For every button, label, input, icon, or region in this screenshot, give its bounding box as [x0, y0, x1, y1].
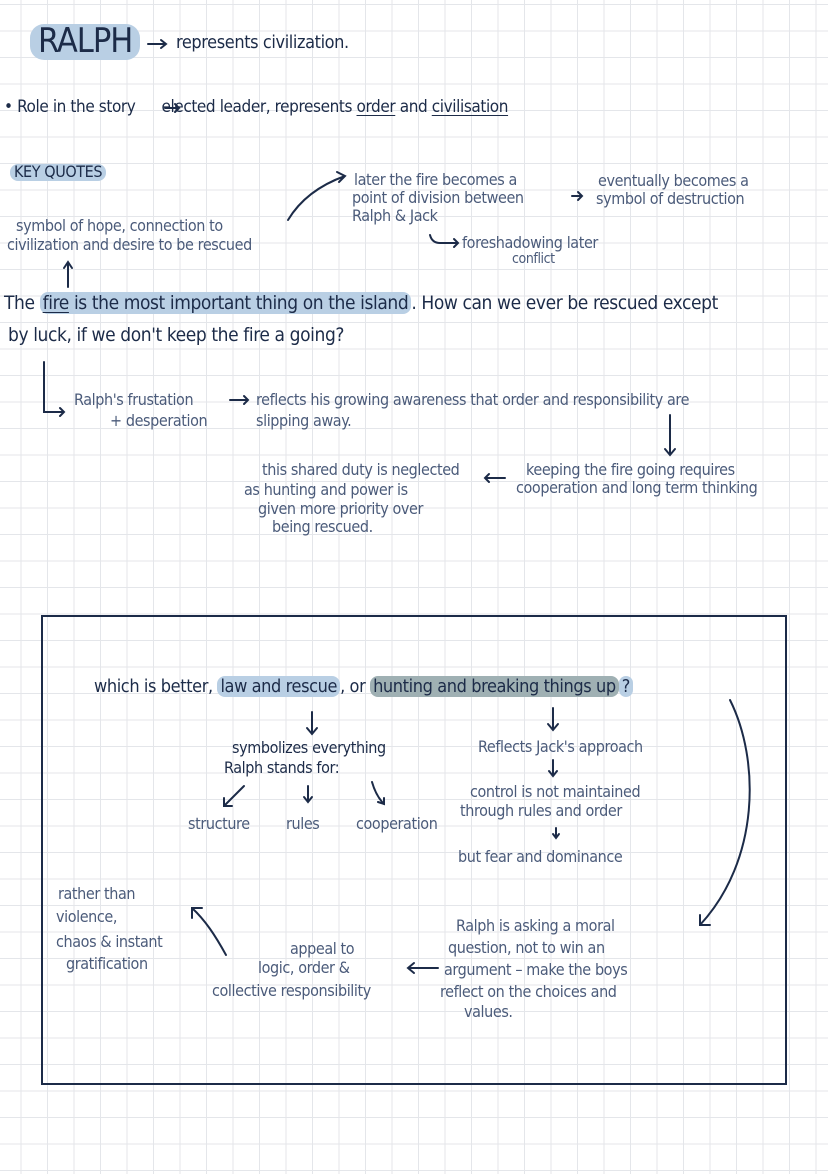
up-arrow-icon — [64, 262, 72, 287]
down-arrow-icon — [307, 712, 317, 734]
hook-arrow-icon — [44, 362, 64, 416]
moral-5: values. — [464, 1002, 513, 1021]
neglected-1: this shared duty is neglected — [262, 460, 460, 479]
frustration-1: Ralph's frustation — [74, 390, 194, 409]
curved-arrow-icon — [288, 172, 345, 220]
down-left-arrow-icon — [224, 786, 244, 806]
left-arrow-icon — [408, 963, 438, 973]
role-line: • Role in the story elected leader, represents order and civilisation — [4, 97, 509, 117]
rather-4: gratification — [66, 954, 148, 973]
jack-4: but fear and dominance — [458, 847, 623, 866]
symbol-note-2: civilization and desire to be rescued — [7, 235, 252, 254]
symbolizes-2: Ralph stands for: — [224, 758, 340, 777]
reflects-2: slipping away. — [256, 411, 352, 430]
eventually-note-2: symbol of destruction — [596, 189, 745, 208]
appeal-1: appeal to — [290, 939, 355, 958]
key-quotes-heading: KEY QUOTES — [10, 164, 106, 181]
jack-2: control is not maintained — [470, 782, 641, 801]
neglected-3: given more priority over — [258, 499, 424, 518]
appeal-3: collective responsibility — [212, 981, 371, 1000]
neglected-4: being rescued. — [272, 517, 373, 536]
down-arrow-icon — [548, 708, 558, 730]
jack-3: through rules and order — [460, 801, 622, 820]
eventually-note-1: eventually becomes a — [598, 171, 749, 190]
later-note-1: later the fire becomes a — [354, 170, 517, 189]
symbolizes-1: symbolizes everything — [232, 738, 386, 757]
symbol-note-1: symbol of hope, connection to — [16, 216, 223, 235]
moral-4: reflect on the choices and — [440, 982, 617, 1001]
moral-1: Ralph is asking a moral — [456, 916, 615, 935]
keeping-2: cooperation and long term thinking — [516, 478, 758, 497]
frustration-2: + desperation — [110, 411, 208, 430]
keeping-1: keeping the fire going requires — [526, 460, 735, 479]
up-left-arrow-icon — [192, 908, 226, 955]
later-note-2: point of division between — [352, 188, 524, 207]
foreshadow-note-2: conflict — [512, 251, 555, 267]
moral-3: argument – make the boys — [444, 960, 628, 979]
foreshadow-note-1: foreshadowing later — [462, 233, 598, 252]
arrow-icon — [572, 192, 582, 200]
quote-line-2: by luck, if we don't keep the fire a going? — [8, 324, 345, 346]
later-note-3: Ralph & Jack — [352, 206, 438, 225]
title-subtitle: represents civilization. — [176, 32, 349, 53]
hook-arrow-icon — [430, 235, 458, 247]
reflects-1: reflects his growing awareness that order and responsibility are — [256, 390, 690, 409]
arrow-icon — [148, 40, 166, 48]
rather-2: violence, — [56, 907, 118, 926]
curved-arrow-icon — [700, 700, 750, 925]
item-cooperation: cooperation — [356, 814, 438, 833]
rather-3: chaos & instant — [56, 932, 163, 951]
left-arrow-icon — [485, 474, 505, 482]
neglected-2: as hunting and power is — [244, 480, 408, 499]
rather-1: rather than — [58, 884, 136, 903]
item-structure: structure — [188, 814, 250, 833]
down-arrow-icon — [304, 786, 312, 802]
box-question: which is better, law and rescue , or hunting and breaking things up ? — [94, 678, 633, 697]
quote-line-1: The fire is the most important thing on the island . How can we ever be rescued except — [4, 292, 718, 314]
down-arrow-icon — [549, 760, 557, 776]
down-right-arrow-icon — [372, 782, 384, 804]
arrow-icon — [230, 396, 248, 404]
appeal-2: logic, order & — [258, 958, 350, 977]
down-arrow-icon — [553, 828, 559, 838]
moral-2: question, not to win an — [448, 938, 605, 957]
down-arrow-icon — [665, 415, 675, 455]
item-rules: rules — [286, 814, 320, 833]
page-title: RALPH — [30, 24, 140, 60]
jack-1: Reflects Jack's approach — [478, 737, 643, 756]
